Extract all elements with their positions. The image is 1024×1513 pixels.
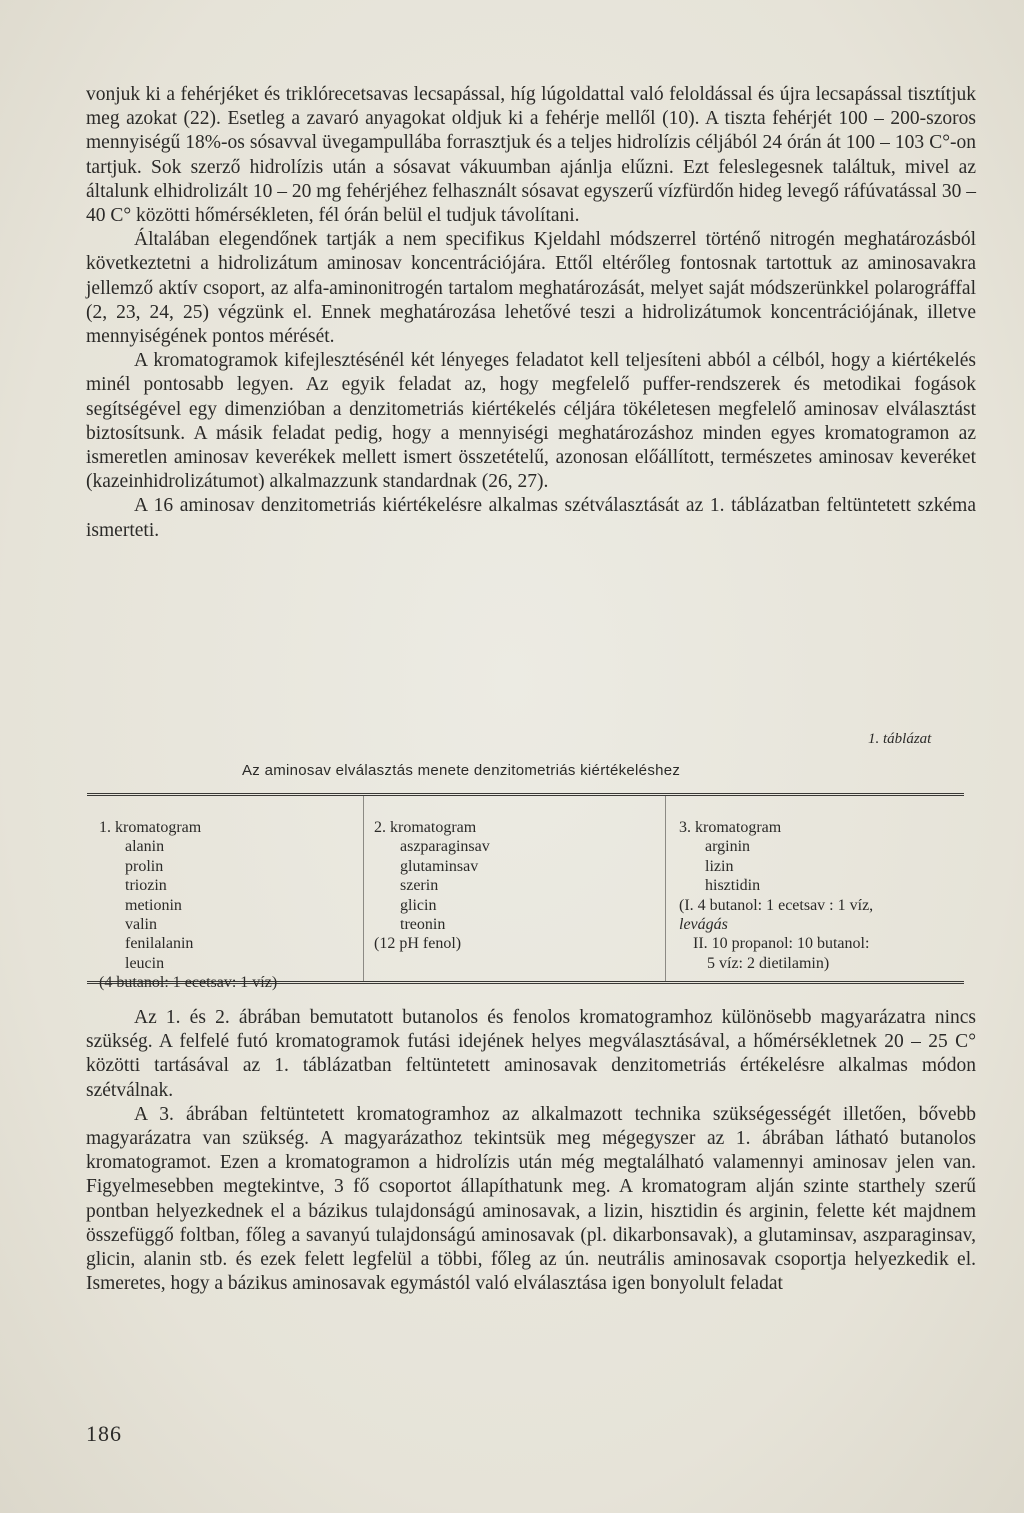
paragraph: Általában elegendőnek tartják a nem specifikus Kjeldahl módszerrel történő nitrogén meghatározásból következtetni a hidrolizátum aminosav koncentrációjára. Ettől eltérőleg fontosnak tartottuk az aminosavakra jellemző aktív csoport, az alfa-aminonitrogén tartalom meghatározását, melyet saját módszerünkkel polarográffal (2, 23, 24, 25) végzünk el. Ennek meghatározása lehetővé teszi a hidrolizátumok koncentrációjának, illetve mennyiségének pontos mérését. [86,229,976,348]
amino-acid: glicin [400,896,437,914]
column-header: 2. kromatogram [374,819,477,836]
paragraph: A 16 aminosav denzitometriás kiértékelésre alkalmas szétválasztását az 1. táblázatban feltüntetett szkéma ismerteti. [86,495,976,541]
separation-table [87,793,964,992]
table-title: Az aminosav elválasztás menete denzitometriás kiértékeléshez [242,762,681,779]
column-header: 3. kromatogram [679,819,782,836]
amino-acid: hisztidin [705,877,761,895]
solvent-note: 5 víz: 2 dietilamin) [707,954,830,972]
amino-acid: treonin [400,916,446,934]
top-text-block [86,83,976,543]
amino-acid: prolin [125,857,164,875]
solvent-note: (I. 4 butanol: 1 ecetsav : 1 víz, [679,896,874,914]
paragraph: Az 1. és 2. ábrában bemutatott butanolos és fenolos kromatogramhoz különösebb magyarázatra nincs szükség. A felfelé futó kromatogramok futási idejének helyes megválasztásával, a hőmérsékletnek 20 – 25 C° közötti tartásával az 1. táblázatban feltüntetett aminosavak denzitometriás értékelésre alkalmas módon szétválnak. [86,1007,976,1101]
amino-acid: valin [125,916,157,934]
paragraph: A kromatogramok kifejlesztésénél két lényeges feladatot kell teljesíteni abból a célból, hogy a kiértékelés minél pontosabb legyen. Az egyik feladat az, hogy megfelelő puffer-rendszerek és metodikai fogások segítségével egy dimenzióban a denzitometriás kiértékelés céljára tökéletesen megfelelő aminosav elválasztást biztosítsunk. A másik feladat pedig, hogy a mennyiségi meghatározáshoz minden egyes kromatogramon az ismeretlen aminosav keverékek mellett ismert összetételű, azonosan előállított, természetes aminosav keveréket (kazeinhidrolizátumot) alkalmazzunk standardnak (26, 27). [86,350,976,493]
amino-acid: szerin [400,877,439,895]
amino-acid: alanin [125,838,165,856]
paragraph: vonjuk ki a fehérjéket és triklórecetsavas lecsapással, híg lúgoldattal való feloldással és újra lecsapással tisztítjuk meg azokat (22). Esetleg a zavaró anyagokat oldjuk ki a fehérje mellől (10). A tiszta fehérjét 100 – 200-szoros mennyiségű 18%-os sósavval üvegampullába forrasztjuk és a teljes hidrolízis céljából 24 órán át 100 – 103 C°-on tartjuk. Sok szerző hidrolízis után a sósavat vákuumban ajánlja elűzni. Ezt feleslegesnek találtuk, mivel az általunk elhidrolizált 10 – 20 mg fehérjéhez felhasznált sósavat egyszerű vízfürdőn hideg levegő ráfúvatással 30 – 40 C° közötti hőmérsékleten, fél órán belül el tudjuk távolítani. [86,84,976,227]
solvent-note: levágás [679,916,728,934]
table-label: 1. táblázat [868,731,932,747]
column-header: 1. kromatogram [99,819,202,836]
paragraph: A 3. ábrában feltüntetett kromatogramhoz az alkalmazott technika szükségességét illetően, bővebb magyarázatra van szükség. A magyarázathoz tekintsük meg mégegyszer az 1. ábrában látható butanolos kromatogramot. Ezen a kromatogramon a hidrolízis után még megtalálható valamennyi aminosav jelen van. Figyelmesebben megtekintve, 3 fő csoportot állapíthatunk meg. A kromatogram alján szinte starthely szerű pontban helyezkednek el a bázikus tulajdonságú aminosavak, a lizin, hisztidin és arginin, felette két majdnem összefüggő foltban, főleg a savanyú tulajdonságú aminosavak (pl. dikarbonsavak), a glutaminsav, aszparaginsav, glicin, alanin stb. és ezek felett legfelül a többi, főleg az ún. neutrális aminosavak csoportja helyezkedik el. Ismeretes, hogy a bázikus aminosavak egymástól való elválasztása igen bonyolult feladat [86,1103,976,1295]
page-number: 186 [86,1421,122,1446]
amino-acid: lizin [705,857,734,875]
amino-acid: leucin [125,954,165,972]
solvent-note: II. 10 propanol: 10 butanol: [693,935,870,953]
table-column-2 [364,796,666,981]
amino-acid: triozin [125,877,167,895]
table-column-1 [87,796,364,992]
solvent-note: (4 butanol: 1 ecetsav: 1 víz) [99,974,278,992]
bottom-text-block [86,1006,976,1296]
solvent-note: (12 pH fenol) [374,935,462,953]
table-column-3 [666,796,964,981]
amino-acid: arginin [705,838,751,856]
amino-acid: metionin [125,896,182,914]
amino-acid: fenilalanin [125,935,194,953]
amino-acid: glutaminsav [400,857,479,875]
amino-acid: aszparaginsav [400,838,490,856]
